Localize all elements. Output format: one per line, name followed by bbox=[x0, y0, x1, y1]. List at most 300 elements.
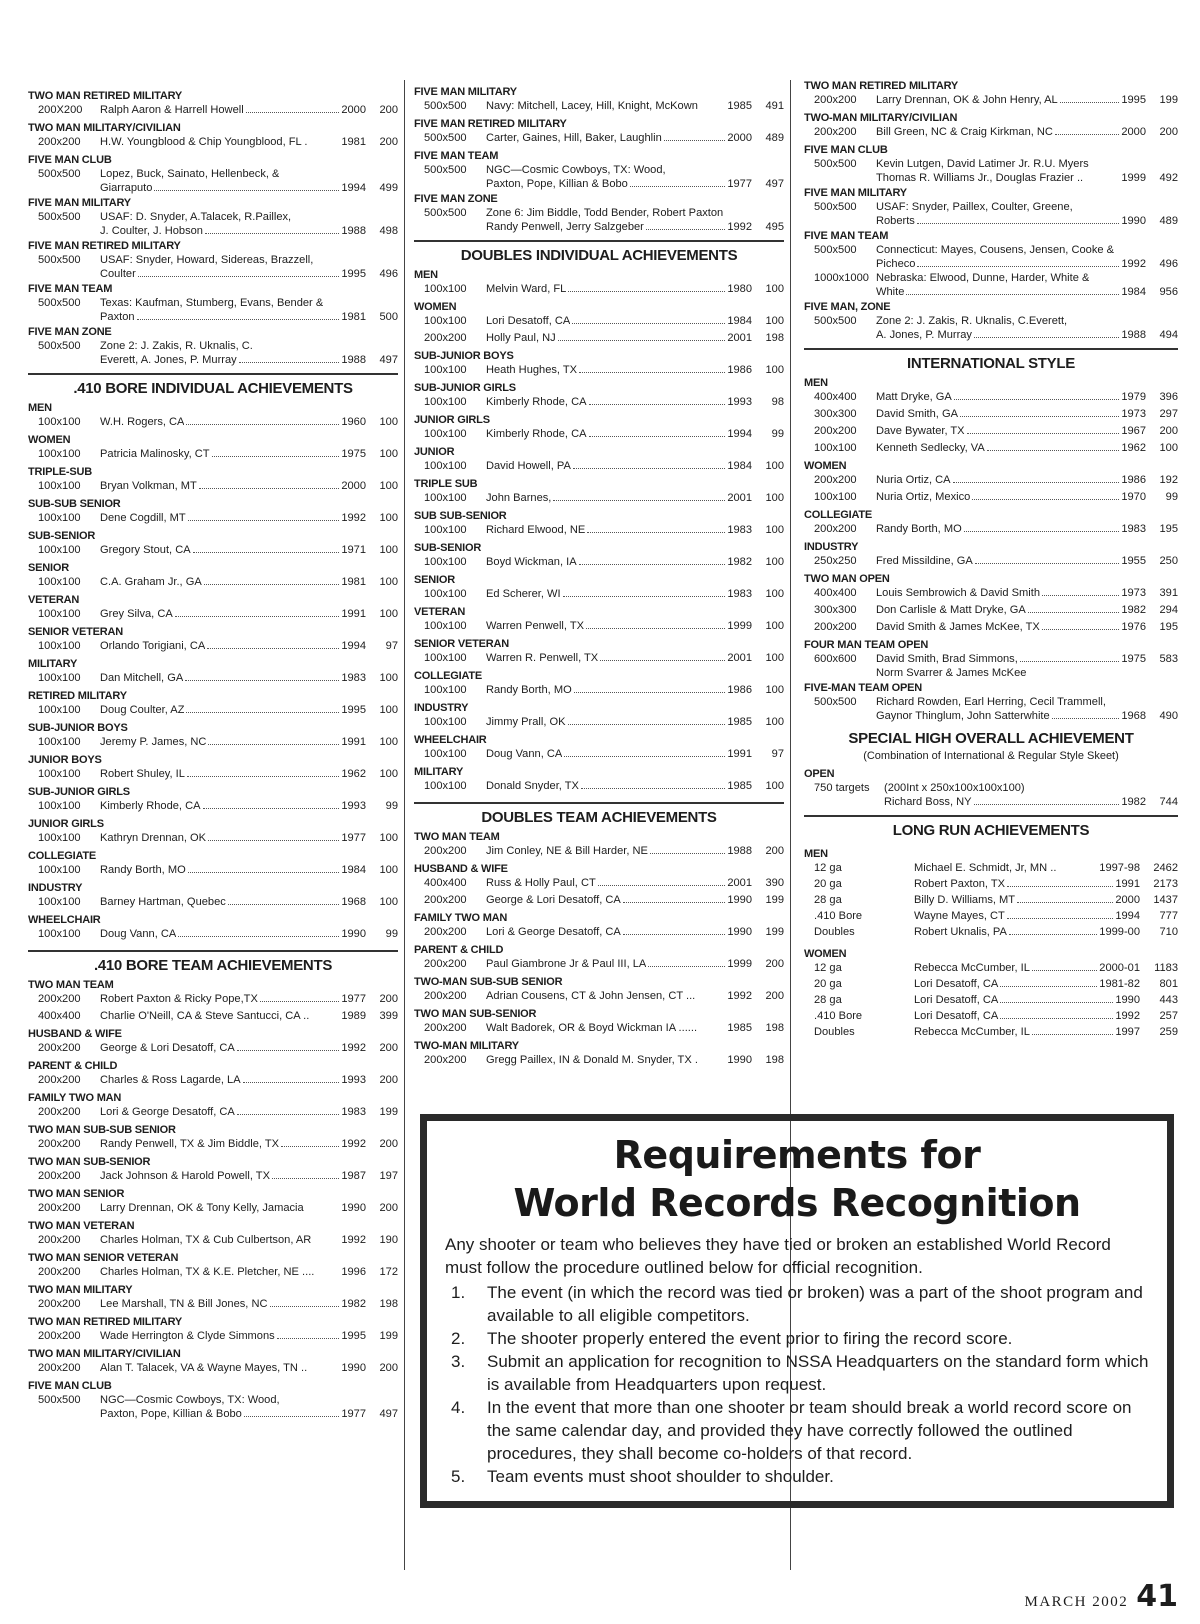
record-holder bbox=[486, 131, 754, 145]
targets: 100x100 bbox=[38, 832, 81, 844]
category-heading: JUNIOR bbox=[414, 446, 455, 458]
gauge: 12 ga bbox=[814, 962, 842, 974]
record-year: 1990 bbox=[727, 1054, 752, 1066]
targets: 200x200 bbox=[38, 136, 81, 148]
leader-dots bbox=[906, 294, 1119, 295]
record-year: 1992 bbox=[341, 1138, 366, 1150]
holder-text: Paxton, Pope, Killian & Bobo bbox=[486, 178, 628, 190]
record-line bbox=[100, 895, 368, 909]
record-score: 2462 bbox=[1153, 862, 1178, 874]
holder-text: Bryan Volkman, MT bbox=[100, 480, 197, 492]
record-year: 1990 bbox=[341, 1362, 366, 1374]
category-heading: FIVE MAN TEAM bbox=[414, 150, 499, 162]
record-year: 1994 bbox=[341, 182, 366, 194]
leader-dots bbox=[1017, 902, 1113, 903]
targets: 100x100 bbox=[424, 652, 467, 664]
category-heading: TWO MAN VETERAN bbox=[28, 1220, 135, 1232]
record-score: 497 bbox=[379, 1408, 398, 1420]
holder-text: Roberts bbox=[876, 215, 915, 227]
leader-dots bbox=[237, 1050, 339, 1051]
category-heading: FIVE MAN MILITARY bbox=[804, 187, 907, 199]
holder-text: Picheco bbox=[876, 258, 916, 270]
record-row bbox=[28, 167, 398, 195]
targets: 100x100 bbox=[424, 428, 467, 440]
record-holder bbox=[486, 876, 754, 890]
record-line bbox=[100, 479, 368, 493]
record-holder bbox=[100, 1361, 368, 1375]
record-line bbox=[486, 715, 754, 729]
record-score: 100 bbox=[379, 832, 398, 844]
category-heading: SENIOR bbox=[28, 562, 69, 574]
record-score: 190 bbox=[379, 1234, 398, 1246]
record-holder bbox=[100, 511, 368, 525]
record-score: 200 bbox=[765, 958, 784, 970]
holder-text: David Howell, PA bbox=[486, 460, 571, 472]
holder-text: Richard Boss, NY bbox=[884, 796, 972, 808]
record-row bbox=[28, 253, 398, 281]
record-holder bbox=[486, 587, 754, 601]
targets: 100x100 bbox=[38, 480, 81, 492]
record-row bbox=[804, 125, 1178, 142]
record-holder bbox=[876, 125, 1148, 139]
record-score: 200 bbox=[379, 1042, 398, 1054]
leader-dots bbox=[1042, 629, 1120, 630]
record-holder bbox=[486, 314, 754, 328]
record-score: 200 bbox=[379, 1138, 398, 1150]
holder-text: Dan Mitchell, GA bbox=[100, 672, 184, 684]
holder-text: Melvin Ward, FL bbox=[486, 283, 567, 295]
leader-dots bbox=[623, 934, 725, 935]
leader-dots bbox=[178, 936, 339, 937]
leader-dots bbox=[260, 1001, 339, 1002]
record-row bbox=[414, 893, 784, 910]
record-year: 1999 bbox=[727, 620, 752, 632]
record-line bbox=[100, 575, 368, 589]
category-heading: SUB-JUNIOR GIRLS bbox=[414, 382, 516, 394]
record-row bbox=[804, 603, 1178, 620]
record-holder bbox=[486, 925, 754, 939]
targets: 100x100 bbox=[424, 396, 467, 408]
record-holder bbox=[100, 543, 368, 557]
targets: 100x100 bbox=[38, 928, 81, 940]
record-year: 2000-01 bbox=[1099, 962, 1140, 974]
targets: 100x100 bbox=[424, 748, 467, 760]
category-heading: SUB-JUNIOR GIRLS bbox=[28, 786, 130, 798]
record-year: 1985 bbox=[727, 100, 752, 112]
record-score: 250 bbox=[1159, 555, 1178, 567]
record-year: 1994 bbox=[1115, 910, 1140, 922]
record-row bbox=[414, 683, 784, 700]
record-row bbox=[804, 314, 1178, 342]
record-score: 98 bbox=[771, 396, 784, 408]
record-year: 1973 bbox=[1121, 587, 1146, 599]
leader-dots bbox=[953, 482, 1120, 483]
leader-dots bbox=[954, 399, 1119, 400]
record-line bbox=[876, 390, 1148, 404]
record-year: 1992 bbox=[341, 1234, 366, 1246]
record-year: 1975 bbox=[1121, 653, 1146, 665]
record-score: 777 bbox=[1159, 910, 1178, 922]
record-row bbox=[804, 554, 1178, 571]
leader-dots bbox=[648, 966, 725, 967]
record-line bbox=[100, 267, 368, 281]
record-year: 1977 bbox=[727, 178, 752, 190]
targets: 100x100 bbox=[38, 800, 81, 812]
record-row bbox=[28, 296, 398, 324]
record-row bbox=[28, 1073, 398, 1090]
record-line bbox=[486, 314, 754, 328]
record-row bbox=[804, 243, 1178, 271]
leader-dots bbox=[205, 233, 339, 234]
category-heading: HUSBAND & WIFE bbox=[28, 1028, 122, 1040]
record-line bbox=[486, 427, 754, 441]
record-score: 492 bbox=[1159, 172, 1178, 184]
requirements-list bbox=[445, 1281, 1149, 1488]
record-year: 1980 bbox=[727, 283, 752, 295]
record-year: 1971 bbox=[341, 544, 366, 556]
record-score: 99 bbox=[385, 928, 398, 940]
record-line bbox=[100, 863, 368, 877]
record-line bbox=[884, 781, 1148, 795]
requirements-box bbox=[420, 1114, 1174, 1508]
leader-dots bbox=[1032, 1034, 1113, 1035]
category-heading: FIVE MAN CLUB bbox=[804, 144, 888, 156]
record-year: 1992 bbox=[341, 512, 366, 524]
targets: 100x100 bbox=[38, 736, 81, 748]
record-score: 192 bbox=[1159, 474, 1178, 486]
record-score: 497 bbox=[765, 178, 784, 190]
category-heading: JUNIOR GIRLS bbox=[414, 414, 490, 426]
record-line bbox=[876, 490, 1148, 504]
record-year: 1973 bbox=[1121, 408, 1146, 420]
record-line bbox=[486, 131, 754, 145]
leader-dots bbox=[186, 712, 339, 713]
holder-text: Larry Drennan, OK & John Henry, AL bbox=[876, 94, 1058, 106]
record-line bbox=[100, 1361, 368, 1375]
category-heading: WOMEN bbox=[414, 301, 457, 313]
section-title: DOUBLES INDIVIDUAL ACHIEVEMENTS bbox=[460, 247, 738, 264]
holder-text: Randy Borth, MO bbox=[486, 684, 572, 696]
record-year: 1992 bbox=[727, 990, 752, 1002]
record-year: 1955 bbox=[1121, 555, 1146, 567]
record-year: 1970 bbox=[1121, 491, 1146, 503]
record-line bbox=[876, 214, 1148, 228]
record-holder bbox=[486, 331, 754, 345]
record-row bbox=[414, 363, 784, 380]
requirement-item bbox=[445, 1396, 1149, 1465]
record-score: 390 bbox=[765, 877, 784, 889]
holder-text: Billy D. Williams, MT bbox=[914, 894, 1016, 906]
record-line bbox=[486, 893, 754, 907]
record-year: 1983 bbox=[727, 588, 752, 600]
category-heading: FIVE MAN RETIRED MILITARY bbox=[28, 240, 181, 252]
record-holder bbox=[914, 925, 1140, 939]
holder-text: Jimmy Prall, OK bbox=[486, 716, 566, 728]
record-line bbox=[876, 243, 1148, 257]
record-holder bbox=[100, 671, 368, 685]
record-holder bbox=[876, 473, 1148, 487]
record-holder bbox=[100, 607, 368, 621]
leader-dots bbox=[1000, 1002, 1113, 1003]
targets: 200x200 bbox=[424, 845, 467, 857]
targets: 200x200 bbox=[424, 958, 467, 970]
category-heading: FIVE MAN TEAM bbox=[804, 230, 889, 242]
record-line bbox=[486, 282, 754, 296]
holder-text: Gaynor Thinglum, John Satterwhite bbox=[876, 710, 1050, 722]
record-year: 1990 bbox=[341, 928, 366, 940]
record-holder bbox=[486, 459, 754, 473]
targets: 200x200 bbox=[424, 332, 467, 344]
category-heading: WHEELCHAIR bbox=[414, 734, 487, 746]
record-year: 1984 bbox=[727, 315, 752, 327]
category-heading: MEN bbox=[28, 402, 52, 414]
targets: 100x100 bbox=[38, 608, 81, 620]
record-score: 199 bbox=[765, 894, 784, 906]
holder-text: Randy Penwell, Jerry Salzgeber bbox=[486, 221, 644, 233]
record-holder bbox=[914, 977, 1140, 991]
targets: 100x100 bbox=[424, 716, 467, 728]
record-score: 199 bbox=[379, 1106, 398, 1118]
targets: 500x500 bbox=[38, 211, 81, 223]
record-row bbox=[804, 390, 1178, 407]
record-score: 99 bbox=[1165, 491, 1178, 503]
record-score: 100 bbox=[379, 608, 398, 620]
targets: 100x100 bbox=[424, 556, 467, 568]
holder-text: Barney Hartman, Quebec bbox=[100, 896, 226, 908]
leader-dots bbox=[243, 1082, 340, 1083]
record-holder bbox=[100, 415, 368, 429]
record-line bbox=[100, 339, 368, 353]
record-year: 2001 bbox=[727, 877, 752, 889]
record-line bbox=[486, 331, 754, 345]
targets: 600x600 bbox=[814, 653, 857, 665]
long-run-row bbox=[804, 1009, 1178, 1025]
record-row bbox=[804, 441, 1178, 458]
targets: 200x200 bbox=[38, 1330, 81, 1342]
holder-text: Don Carlisle & Matt Dryke, GA bbox=[876, 604, 1026, 616]
record-holder bbox=[486, 427, 754, 441]
leader-dots bbox=[1060, 102, 1120, 103]
record-line bbox=[876, 200, 1148, 214]
record-row bbox=[28, 831, 398, 848]
record-score: 198 bbox=[379, 1298, 398, 1310]
record-line bbox=[486, 779, 754, 793]
record-score: 172 bbox=[379, 1266, 398, 1278]
targets: 100x100 bbox=[424, 315, 467, 327]
category-heading: FIVE MAN TEAM bbox=[28, 283, 113, 295]
targets: 200x200 bbox=[38, 993, 81, 1005]
record-score: 443 bbox=[1159, 994, 1178, 1006]
record-line bbox=[100, 1393, 368, 1407]
holder-text: Richard Elwood, NE bbox=[486, 524, 586, 536]
record-line bbox=[486, 587, 754, 601]
targets: 100x100 bbox=[814, 442, 857, 454]
leader-dots bbox=[175, 616, 340, 617]
leader-dots bbox=[270, 1306, 340, 1307]
targets: 100x100 bbox=[814, 491, 857, 503]
record-line bbox=[100, 415, 368, 429]
holder-text: Donald Snyder, TX bbox=[486, 780, 579, 792]
record-row bbox=[414, 459, 784, 476]
record-holder bbox=[914, 1009, 1140, 1023]
requirement-text: In the event that more than one shooter or team should break a world record score on the same calendar day, and provided they have correctly followed the outlined procedures, they shall become co-holders of that record. bbox=[487, 1398, 1132, 1463]
record-line bbox=[100, 607, 368, 621]
targets: 500x500 bbox=[38, 254, 81, 266]
record-holder bbox=[486, 1053, 754, 1067]
record-row bbox=[804, 586, 1178, 603]
record-year: 1988 bbox=[727, 845, 752, 857]
record-score: 100 bbox=[765, 780, 784, 792]
record-year: 2000 bbox=[341, 480, 366, 492]
record-score: 491 bbox=[765, 100, 784, 112]
targets: 200x200 bbox=[424, 894, 467, 906]
targets: 100x100 bbox=[424, 588, 467, 600]
leader-dots bbox=[137, 319, 340, 320]
record-holder bbox=[100, 992, 368, 1006]
category-heading: TWO MAN TEAM bbox=[414, 831, 500, 843]
targets: 100x100 bbox=[424, 684, 467, 696]
category-heading: TWO MAN SENIOR VETERAN bbox=[28, 1252, 179, 1264]
holder-text: NGC—Cosmic Cowboys, TX: Wood, bbox=[100, 1394, 280, 1406]
category-heading: COLLEGIATE bbox=[28, 850, 97, 862]
record-holder bbox=[486, 844, 754, 858]
leader-dots bbox=[204, 584, 340, 585]
record-row bbox=[28, 1041, 398, 1058]
record-holder bbox=[876, 586, 1148, 600]
record-line bbox=[876, 328, 1148, 342]
record-year: 1992 bbox=[1115, 1010, 1140, 1022]
category-heading: MILITARY bbox=[28, 658, 78, 670]
targets: 200x200 bbox=[814, 621, 857, 633]
holder-text: Randy Borth, MO bbox=[100, 864, 186, 876]
leader-dots bbox=[568, 724, 726, 725]
targets: 500x500 bbox=[814, 315, 857, 327]
long-run-row bbox=[804, 977, 1178, 993]
leader-dots bbox=[188, 520, 340, 521]
category-heading: SENIOR bbox=[414, 574, 455, 586]
leader-dots bbox=[581, 788, 725, 789]
section-header bbox=[28, 950, 398, 976]
requirement-text: The event (in which the record was tied or broken) was a part of the shoot program and available to all eligible competitors. bbox=[487, 1283, 1143, 1325]
record-line bbox=[876, 424, 1148, 438]
record-year: 1968 bbox=[341, 896, 366, 908]
record-row bbox=[414, 715, 784, 732]
category-heading: TWO MAN RETIRED MILITARY bbox=[804, 80, 959, 92]
requirements-title bbox=[445, 1131, 1149, 1227]
record-year: 1983 bbox=[341, 672, 366, 684]
section-header bbox=[414, 802, 784, 828]
record-year: 1999 bbox=[1121, 172, 1146, 184]
record-score: 100 bbox=[379, 544, 398, 556]
record-year: 1981-82 bbox=[1099, 978, 1140, 990]
record-holder bbox=[486, 363, 754, 377]
section-header bbox=[28, 373, 398, 399]
record-row bbox=[804, 781, 1178, 809]
holder-text: Alan T. Talacek, VA & Wayne Mayes, TN .. bbox=[100, 1362, 308, 1374]
record-year: 1993 bbox=[727, 396, 752, 408]
long-run-row bbox=[804, 893, 1178, 909]
record-row bbox=[414, 619, 784, 636]
category-heading: TWO MAN SUB-SENIOR bbox=[414, 1008, 537, 1020]
record-row bbox=[28, 607, 398, 624]
issue-date: MARCH 2002 bbox=[1024, 1594, 1129, 1610]
targets: 200x200 bbox=[814, 94, 857, 106]
record-line bbox=[100, 543, 368, 557]
targets: 200x200 bbox=[814, 425, 857, 437]
section-title: SPECIAL HIGH OVERALL ACHIEVEMENT bbox=[848, 730, 1134, 747]
leader-dots bbox=[960, 416, 1119, 417]
record-year: 1982 bbox=[1121, 796, 1146, 808]
targets: 200x200 bbox=[38, 1298, 81, 1310]
record-holder bbox=[884, 781, 1148, 809]
leader-dots bbox=[974, 804, 1120, 805]
category-heading: FIVE-MAN TEAM OPEN bbox=[804, 682, 923, 694]
leader-dots bbox=[208, 840, 339, 841]
record-holder bbox=[100, 1137, 368, 1151]
targets: 200x200 bbox=[424, 926, 467, 938]
record-line bbox=[100, 1407, 368, 1421]
long-run-row bbox=[804, 861, 1178, 877]
record-holder bbox=[100, 135, 368, 149]
record-score: 489 bbox=[765, 132, 784, 144]
holder-text: Kenneth Sedlecky, VA bbox=[876, 442, 985, 454]
leader-dots bbox=[272, 1178, 339, 1179]
record-year: 1991 bbox=[341, 608, 366, 620]
holder-text: David Smith, GA bbox=[876, 408, 958, 420]
holder-text: C.A. Graham Jr., GA bbox=[100, 576, 202, 588]
leader-dots bbox=[589, 436, 726, 437]
requirement-text: Team events must shoot shoulder to shoulder. bbox=[487, 1467, 834, 1486]
requirement-number: 5. bbox=[451, 1467, 466, 1486]
record-holder bbox=[100, 927, 368, 941]
record-score: 199 bbox=[1159, 94, 1178, 106]
record-score: 100 bbox=[765, 315, 784, 327]
targets: 100x100 bbox=[38, 640, 81, 652]
category-heading: TWO MAN SUB-SUB SENIOR bbox=[28, 1124, 176, 1136]
record-row bbox=[414, 99, 784, 116]
leader-dots bbox=[598, 885, 726, 886]
category-heading: SUB-JUNIOR BOYS bbox=[414, 350, 514, 362]
records-column-right bbox=[804, 78, 1178, 1041]
gauge: 20 ga bbox=[814, 978, 842, 990]
record-row bbox=[414, 206, 784, 234]
holder-text: John Barnes, bbox=[486, 492, 552, 504]
requirement-number: 4. bbox=[451, 1398, 466, 1417]
category-heading: PARENT & CHILD bbox=[28, 1060, 118, 1072]
record-line bbox=[876, 620, 1148, 634]
record-year: 1983 bbox=[1121, 523, 1146, 535]
record-line bbox=[486, 206, 754, 220]
leader-dots bbox=[1052, 718, 1120, 719]
record-year: 1977 bbox=[341, 832, 366, 844]
leader-dots bbox=[558, 340, 726, 341]
record-holder bbox=[486, 893, 754, 907]
record-row bbox=[28, 671, 398, 688]
targets: 200x200 bbox=[38, 1202, 81, 1214]
leader-dots bbox=[917, 266, 1119, 267]
record-holder bbox=[876, 200, 1148, 228]
record-line bbox=[100, 1105, 368, 1119]
holder-text: Jack Johnson & Harold Powell, TX bbox=[100, 1170, 270, 1182]
record-score: 496 bbox=[1159, 258, 1178, 270]
holder-text: Walt Badorek, OR & Boyd Wickman IA ...... bbox=[486, 1022, 698, 1034]
leader-dots bbox=[212, 456, 340, 457]
holder-text: Navy: Mitchell, Lacey, Hill, Knight, McKown bbox=[486, 100, 698, 112]
category-heading: FIVE MAN RETIRED MILITARY bbox=[414, 118, 567, 130]
long-run-table bbox=[804, 847, 1178, 1041]
page-number: 41 bbox=[1136, 1579, 1178, 1614]
gauge: .410 Bore bbox=[814, 910, 863, 922]
